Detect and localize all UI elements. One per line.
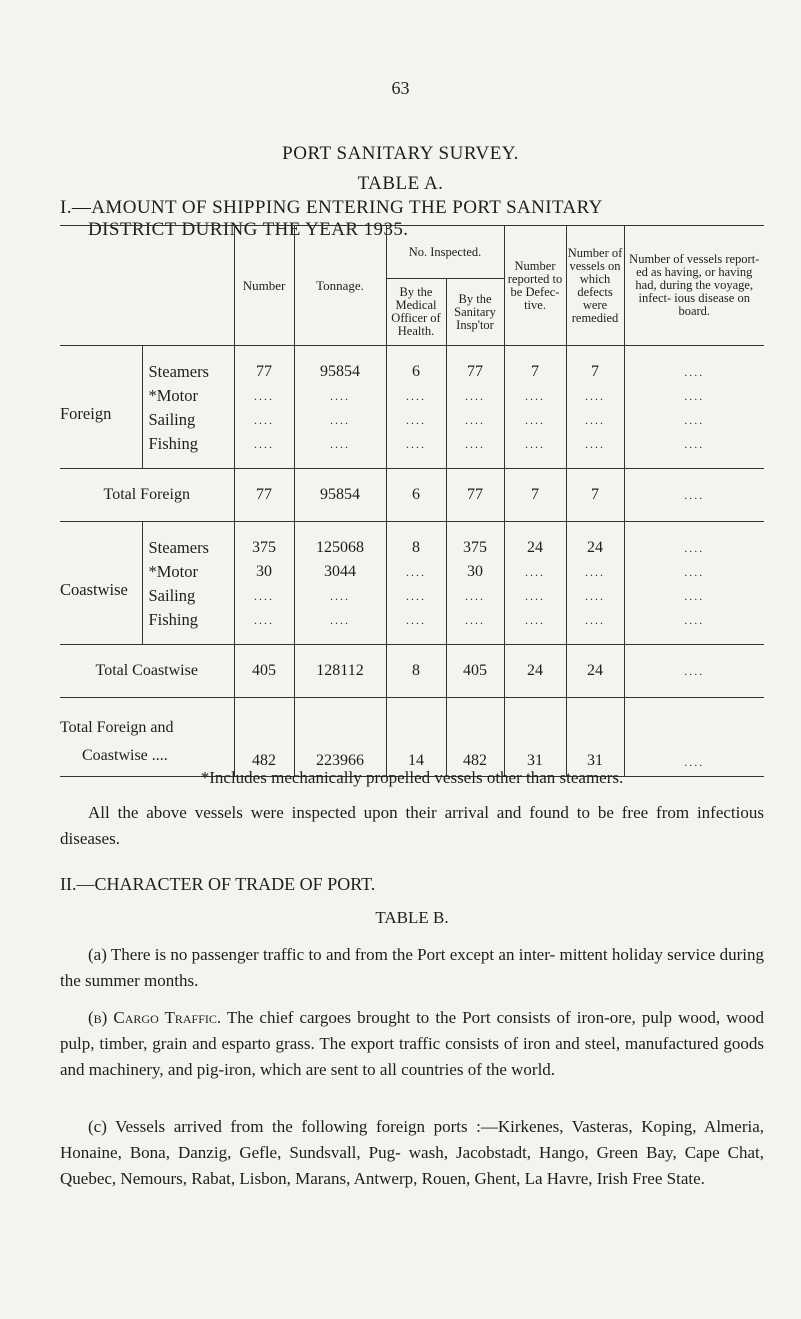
cell: .... <box>566 408 624 432</box>
cell: .... <box>294 432 386 469</box>
total-coastwise-row <box>60 645 764 698</box>
cell: .... <box>294 584 386 608</box>
cell: 7 <box>566 469 624 522</box>
total-coastwise-label: Total Coastwise <box>60 645 234 698</box>
header-number: Number <box>234 226 294 346</box>
cell: 7 <box>566 346 624 385</box>
cell: 125068 <box>294 522 386 561</box>
cell: 30 <box>446 560 504 584</box>
header-defective: Number reported to be Defec- tive. <box>504 226 566 346</box>
cell: .... <box>234 584 294 608</box>
cell: .... <box>234 408 294 432</box>
shipping-table-container <box>60 225 764 777</box>
cell: .... <box>566 560 624 584</box>
cell: .... <box>504 584 566 608</box>
cell: .... <box>234 384 294 408</box>
cell: 7 <box>504 469 566 522</box>
cell: 128112 <box>294 645 386 698</box>
cell: 30 <box>234 560 294 584</box>
cell: .... <box>234 608 294 645</box>
cell: 8 <box>386 522 446 561</box>
cell: 24 <box>566 645 624 698</box>
cell: 8 <box>386 645 446 698</box>
cell: .... <box>386 432 446 469</box>
cell: .... <box>294 408 386 432</box>
cell: 405 <box>446 645 504 698</box>
type-label: *Motor <box>142 560 234 584</box>
cell: 77 <box>446 469 504 522</box>
grand-total-label-line2: Coastwise .... <box>82 747 168 764</box>
header-by-sanitary: By the Sanitary Insp'tor <box>446 279 504 346</box>
cell: 405 <box>234 645 294 698</box>
cell: 482 <box>234 698 294 777</box>
cell: .... <box>294 608 386 645</box>
header-blank <box>60 226 234 346</box>
cell: 77 <box>446 346 504 385</box>
type-label: Fishing <box>142 608 234 645</box>
cell: .... <box>446 432 504 469</box>
cell: .... <box>386 608 446 645</box>
table-row <box>60 432 764 469</box>
cell: 31 <box>504 698 566 777</box>
cell: 223966 <box>294 698 386 777</box>
type-label: Steamers <box>142 522 234 561</box>
para-c: (c) Vessels arrived from the following foreign ports :—Kirkenes, Vasteras, Koping, Almeria, Honaine, Bona, Danzig, Gefle, Sundsvall, Pug- wash, Jacobstadt, Hango, Green Bay, Cape Chat, Quebec, Nemours, Rabat, Lisbon, Marans, Antwerp, Rouen, Ghent, La Havre, Irish Free State. <box>60 1117 764 1188</box>
header-by-medical: By the Medical Officer of Health. <box>386 279 446 346</box>
cell: .... <box>504 560 566 584</box>
cell: .... <box>624 346 764 385</box>
group-foreign: Foreign <box>60 404 112 423</box>
cell: 14 <box>386 698 446 777</box>
cell: .... <box>504 432 566 469</box>
table-row <box>60 408 764 432</box>
cell: 24 <box>504 522 566 561</box>
cell: .... <box>386 408 446 432</box>
cell: .... <box>446 408 504 432</box>
cell: .... <box>624 560 764 584</box>
cell: .... <box>386 384 446 408</box>
table-row <box>60 522 764 561</box>
cell: 6 <box>386 469 446 522</box>
cell: .... <box>624 522 764 561</box>
para-b <box>60 1005 764 1083</box>
grand-total-label-line1: Total Foreign and <box>60 719 174 736</box>
type-label: Sailing <box>142 584 234 608</box>
section2-heading: II.—CHARACTER OF TRADE OF PORT. <box>60 874 376 894</box>
para-b-text: The chief cargoes brought to the Port consists of iron-ore, pulp wood, wood pulp, timber, grain and esparto grass. The export traffic consists of iron and steel, manufactured goods and machinery, and pig-iron, which are sent to all countries of the world. <box>60 1008 764 1079</box>
inspection-note: All the above vessels were inspected upon their arrival and found to be free from infectious diseases. <box>60 803 764 848</box>
table-b-title: TABLE B. <box>375 908 449 927</box>
type-label: Steamers <box>142 346 234 385</box>
cell: .... <box>446 584 504 608</box>
cell: .... <box>234 432 294 469</box>
cell: 375 <box>234 522 294 561</box>
header-tonnage: Tonnage. <box>294 226 386 346</box>
cell: .... <box>624 584 764 608</box>
cell: 24 <box>504 645 566 698</box>
cell: .... <box>624 432 764 469</box>
cell: .... <box>624 698 764 777</box>
type-label: Fishing <box>142 432 234 469</box>
cell: .... <box>294 384 386 408</box>
table-row <box>60 608 764 645</box>
para-b-label: (b) Cargo Traffic. <box>88 1008 222 1027</box>
page-number: 63 <box>391 78 410 98</box>
cell: .... <box>624 645 764 698</box>
cell: .... <box>386 560 446 584</box>
cell: 77 <box>234 346 294 385</box>
table-a-title: TABLE A. <box>357 173 444 194</box>
table-row <box>60 560 764 584</box>
cell: 95854 <box>294 469 386 522</box>
cell: .... <box>446 608 504 645</box>
cell: .... <box>504 384 566 408</box>
footnote: *Includes mechanically propelled vessels other than steamers. <box>200 768 624 787</box>
header-inspected: No. Inspected. <box>386 226 504 279</box>
table-row <box>60 584 764 608</box>
header-remedied: Number of vessels on which defects were remedied <box>566 226 624 346</box>
cell: 31 <box>566 698 624 777</box>
page-title: PORT SANITARY SURVEY. <box>282 143 519 164</box>
table-row <box>60 346 764 385</box>
total-foreign-label: Total Foreign <box>60 469 234 522</box>
type-label: Sailing <box>142 408 234 432</box>
cell: 95854 <box>294 346 386 385</box>
cell: 7 <box>504 346 566 385</box>
group-coastwise: Coastwise <box>60 580 128 599</box>
para-a: (a) There is no passenger traffic to and from the Port except an inter- mittent holiday service during the summer months. <box>60 945 764 990</box>
cell: 375 <box>446 522 504 561</box>
cell: .... <box>566 608 624 645</box>
total-foreign-row <box>60 469 764 522</box>
section1-heading-line1: I.—AMOUNT OF SHIPPING ENTERING THE PORT SANITARY <box>60 197 603 218</box>
shipping-table <box>60 225 764 777</box>
header-infectious: Number of vessels report- ed as having, or having had, during the voyage, infect- ious disease on board. <box>624 226 764 346</box>
cell: 77 <box>234 469 294 522</box>
cell: 3044 <box>294 560 386 584</box>
cell: .... <box>624 469 764 522</box>
cell: .... <box>566 384 624 408</box>
type-label: *Motor <box>142 384 234 408</box>
cell: .... <box>566 432 624 469</box>
cell: .... <box>624 408 764 432</box>
cell: .... <box>446 384 504 408</box>
cell: 24 <box>566 522 624 561</box>
cell: .... <box>624 608 764 645</box>
cell: .... <box>624 384 764 408</box>
section1-heading-line2: DISTRICT DURING THE YEAR 1935. <box>88 219 409 240</box>
cell: .... <box>386 584 446 608</box>
cell: .... <box>504 608 566 645</box>
table-row <box>60 384 764 408</box>
cell: 6 <box>386 346 446 385</box>
cell: .... <box>504 408 566 432</box>
cell: 482 <box>446 698 504 777</box>
cell: .... <box>566 584 624 608</box>
